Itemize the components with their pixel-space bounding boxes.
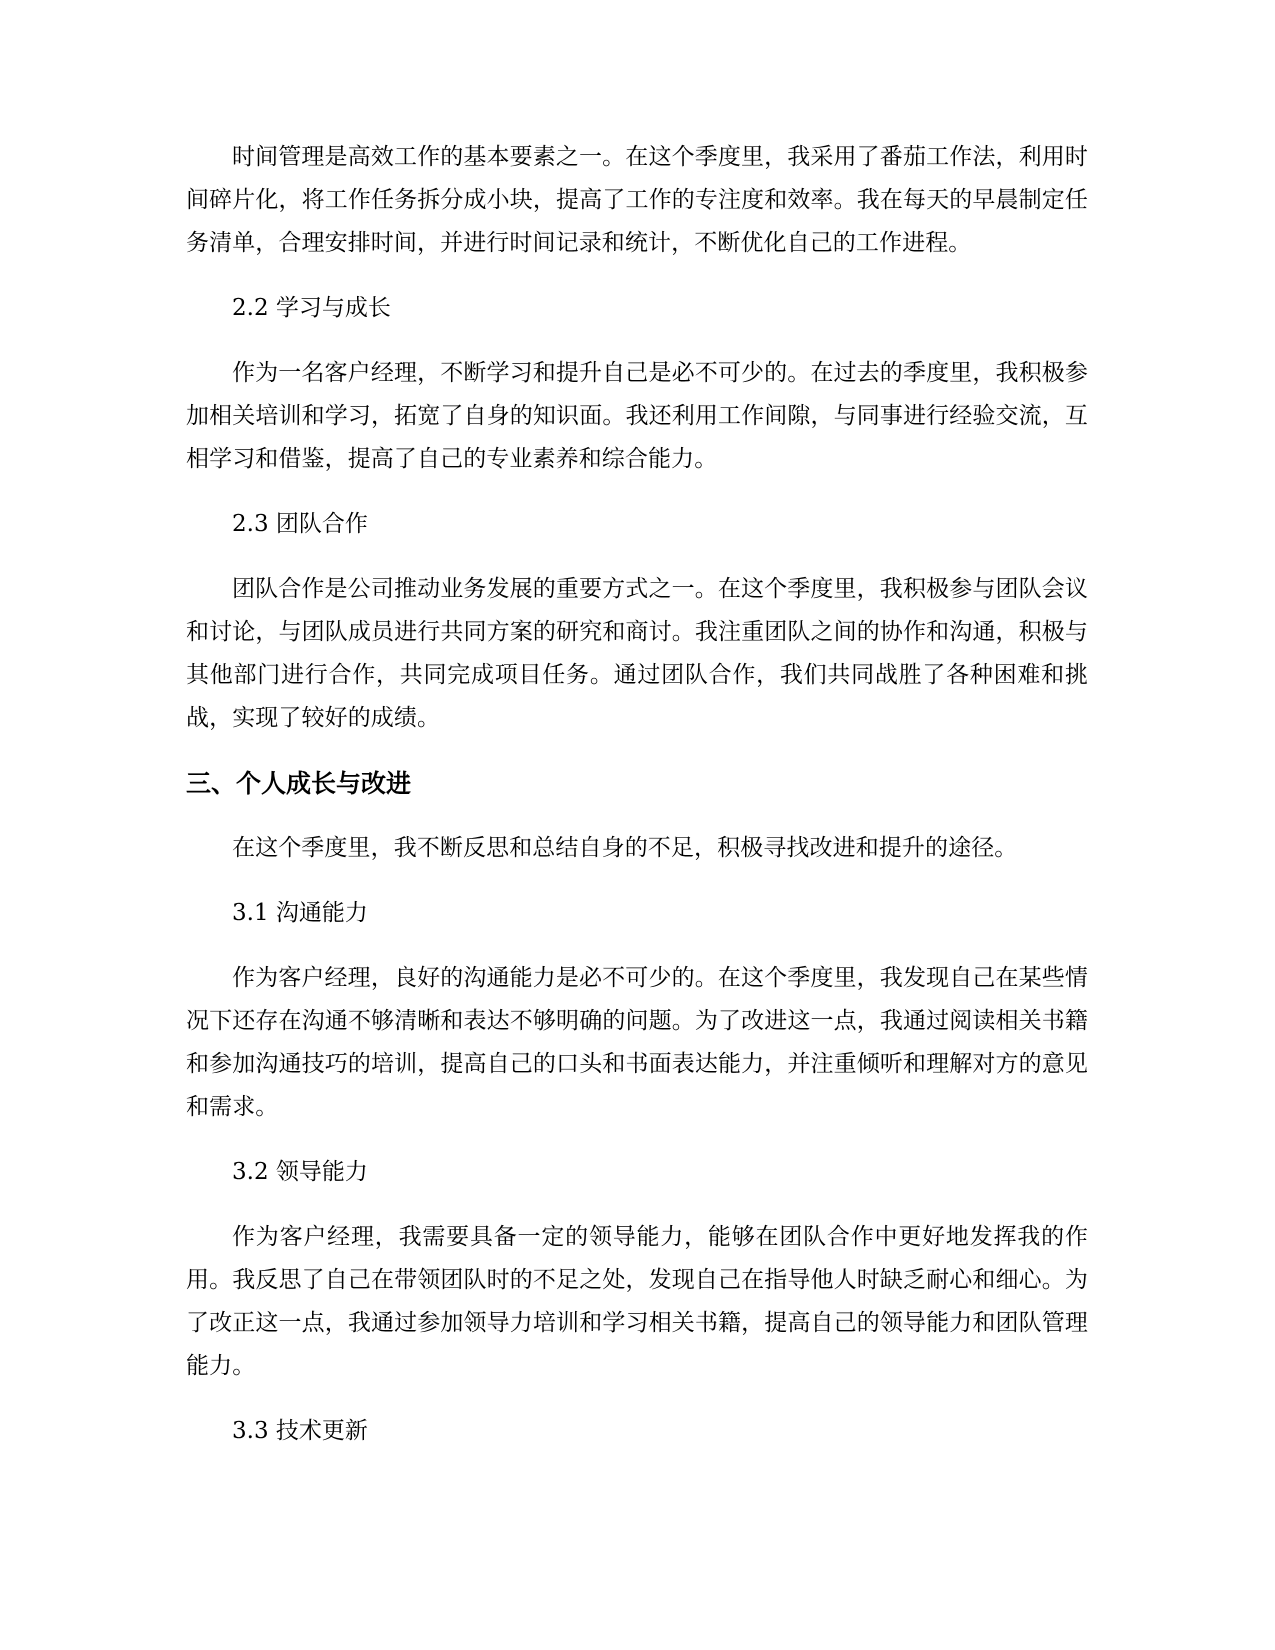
paragraph-communication: 作为客户经理，良好的沟通能力是必不可少的。在这个季度里，我发现自己在某些情况下还存在沟通不够清晰和表达不够明确的问题。为了改进这一点，我通过阅读相关书籍和参加沟通技巧的培训，提高自己的口头和书面表达能力，并注重倾听和理解对方的意见和需求。 xyxy=(186,965,1088,1120)
section-heading-3: 三、个人成长与改进 xyxy=(186,769,412,798)
subheading-2-2: 2.2 学习与成长 xyxy=(232,295,391,321)
subheading-2-3: 2.3 团队合作 xyxy=(232,511,368,537)
document-body xyxy=(186,136,1088,1453)
subheading-3-2: 3.2 领导能力 xyxy=(232,1159,368,1185)
paragraph-section-3-intro: 在这个季度里，我不断反思和总结自身的不足，积极寻找改进和提升的途径。 xyxy=(232,835,1018,861)
paragraph-leadership: 作为客户经理，我需要具备一定的领导能力，能够在团队合作中更好地发挥我的作用。我反思了自己在带领团队时的不足之处，发现自己在指导他人时缺乏耐心和细心。为了改正这一点，我通过参加领导力培训和学习相关书籍，提高自己的领导能力和团队管理能力。 xyxy=(186,1224,1088,1379)
paragraph-teamwork: 团队合作是公司推动业务发展的重要方式之一。在这个季度里，我积极参与团队会议和讨论，与团队成员进行共同方案的研究和商讨。我注重团队之间的协作和沟通，积极与其他部门进行合作，共同完成项目任务。通过团队合作，我们共同战胜了各种困难和挑战，实现了较好的成绩。 xyxy=(186,576,1088,731)
subheading-3-1: 3.1 沟通能力 xyxy=(232,900,368,926)
subheading-3-3: 3.3 技术更新 xyxy=(232,1418,368,1444)
paragraph-learning-growth: 作为一名客户经理，不断学习和提升自己是必不可少的。在过去的季度里，我积极参加相关培训和学习，拓宽了自身的知识面。我还利用工作间隙，与同事进行经验交流，互相学习和借鉴，提高了自己的专业素养和综合能力。 xyxy=(186,360,1088,472)
paragraph-time-management: 时间管理是高效工作的基本要素之一。在这个季度里，我采用了番茄工作法，利用时间碎片化，将工作任务拆分成小块，提高了工作的专注度和效率。我在每天的早晨制定任务清单，合理安排时间，并进行时间记录和统计，不断优化自己的工作进程。 xyxy=(186,144,1088,256)
